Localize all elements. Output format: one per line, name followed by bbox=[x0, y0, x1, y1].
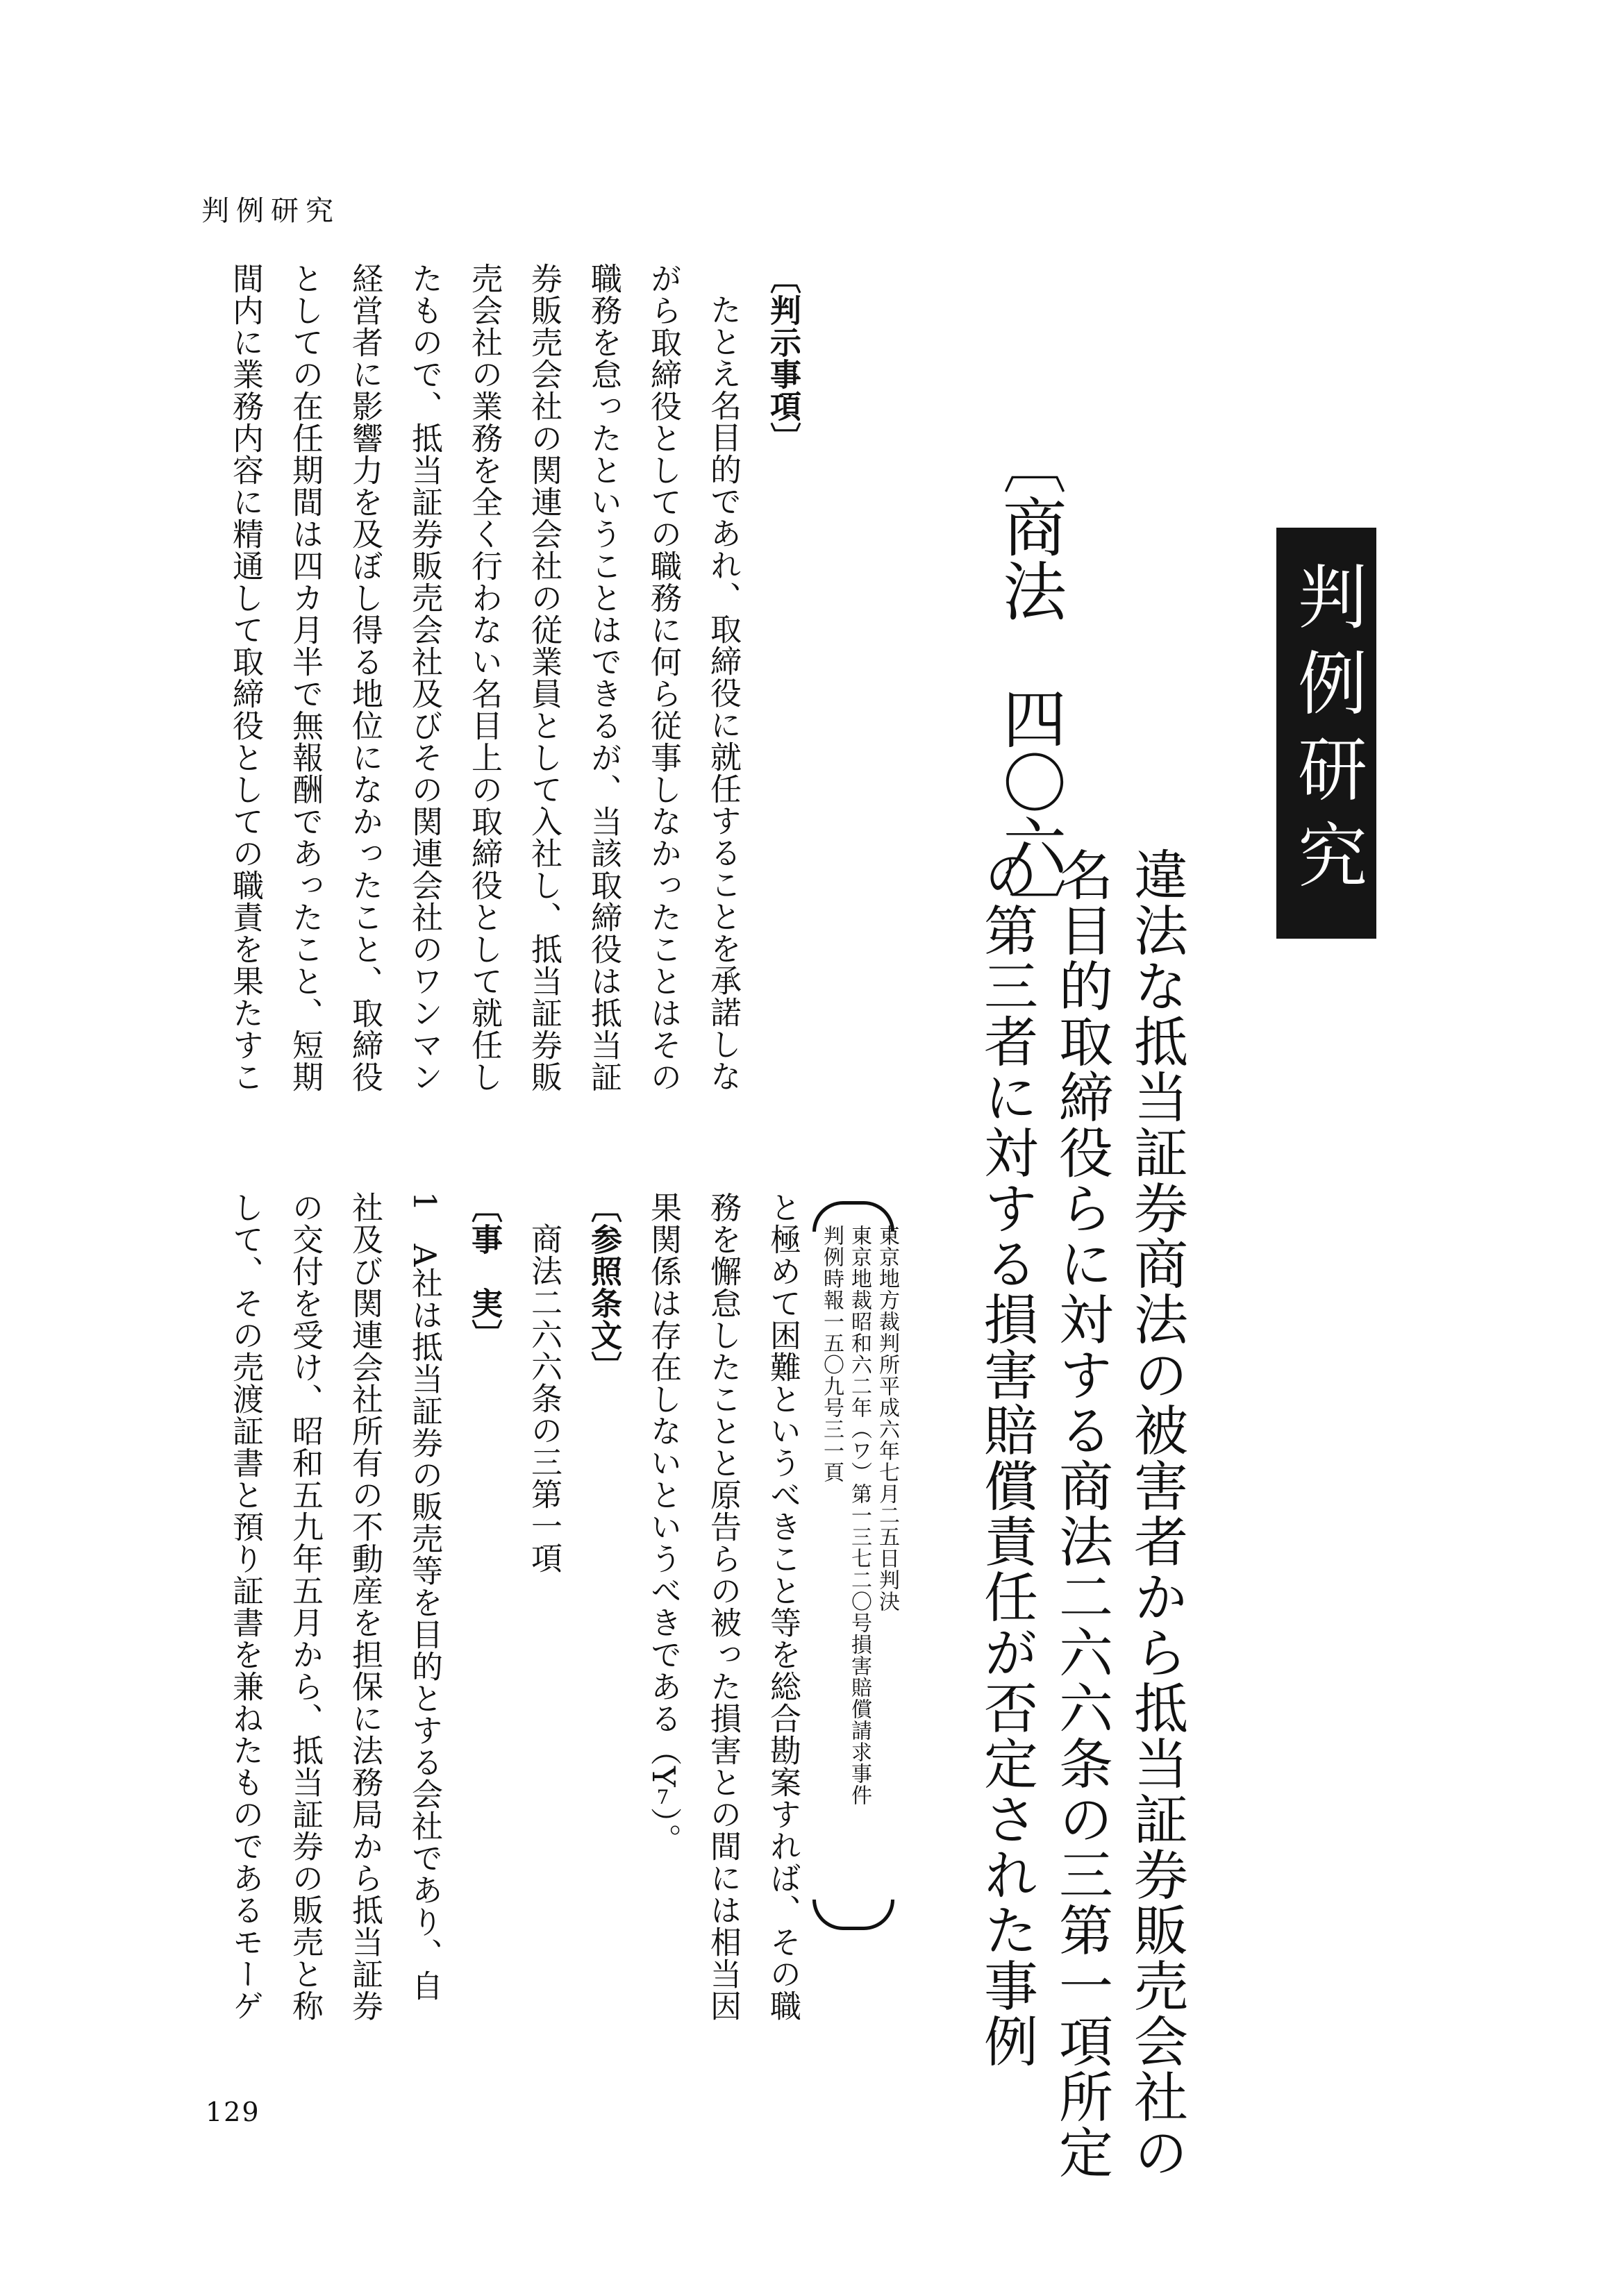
citation-line: 東京地裁昭和六二年（ワ）第一三七二〇号損害賠償請求事件 bbox=[847, 1225, 871, 1806]
column-text: 職務を怠ったということはできるが、当該取締役は抵当証 bbox=[585, 262, 622, 1093]
statute-heading: 〔商法 四〇六〕 bbox=[992, 430, 1067, 941]
text-column bbox=[287, 262, 324, 1165]
lower-text-block bbox=[201, 1191, 799, 2125]
column-text: 券販売会社の関連会社の従業員として入社し、抵当証券販 bbox=[526, 262, 562, 1093]
title-line: 違法な抵当証券商法の被害者から抵当証券販売会社の bbox=[1125, 847, 1187, 2180]
column-text: 〔判示事項〕 bbox=[765, 262, 801, 454]
case-citation bbox=[811, 1201, 899, 1930]
text-column bbox=[705, 1191, 742, 2094]
column-text: の交付を受け、昭和五九年五月から、抵当証券の販売と称 bbox=[287, 1191, 324, 2022]
column-text: としての在任期間は四カ月半で無報酬であったこと、短期 bbox=[287, 262, 324, 1093]
text-column bbox=[705, 262, 742, 1196]
column-text: 社及び関連会社所有の不動産を担保に法務局から抵当証券 bbox=[347, 1191, 383, 2022]
title-line: の第三者に対する損害賠償責任が否定された事例 bbox=[975, 847, 1037, 2069]
column-text-tail: ）。 bbox=[645, 1807, 682, 1856]
column-text: 売会社の業務を全く行わない名目上の取締役として就任し bbox=[466, 262, 503, 1093]
text-column bbox=[349, 262, 381, 1165]
text-column bbox=[528, 1191, 560, 2125]
column-text: たもので、抵当証券販売会社及びその関連会社のワンマン bbox=[406, 262, 443, 1093]
citation-bracket-close bbox=[812, 1900, 894, 1930]
text-column bbox=[349, 1191, 381, 2094]
column-text: 〔事 実〕 bbox=[466, 1191, 503, 1351]
column-text: と極めて困難というべきこと等を総合勘案すれば、その職 bbox=[765, 1191, 801, 2022]
article-title bbox=[975, 847, 1187, 2180]
page-number: 129 bbox=[206, 2097, 260, 2127]
section-heading bbox=[585, 1191, 622, 2094]
column-text: 1 A社は抵当証券の販売等を目的とする会社であり、自 bbox=[406, 1191, 443, 2002]
title-line: 名目的取締役らに対する商法二六六条の三第一項所定 bbox=[1050, 847, 1112, 2180]
text-column bbox=[406, 1191, 443, 2094]
column-text: がら取締役としての職務に何ら従事しなかったことはその bbox=[645, 262, 682, 1093]
section-banner: 判例研究 bbox=[1276, 528, 1376, 939]
column-text: 〔参照条文〕 bbox=[585, 1191, 622, 1383]
section-heading bbox=[767, 262, 799, 1165]
text-column bbox=[227, 1191, 264, 2094]
text-column bbox=[227, 262, 264, 1165]
column-text: 経営者に影響力を及ぼし得る地位になかったこと、取締役 bbox=[347, 262, 383, 1093]
citation-line: 判例時報一五〇九号三一頁 bbox=[819, 1225, 844, 1483]
text-column bbox=[585, 262, 622, 1165]
text-column bbox=[645, 1191, 682, 2094]
column-text: 商法二六六条の三第一項 bbox=[526, 1223, 562, 1574]
column-text: たとえ名目的であれ、取締役に就任することを承諾しな bbox=[705, 294, 742, 1092]
text-column bbox=[767, 1191, 799, 2094]
text-column bbox=[406, 262, 443, 1165]
upper-text-block bbox=[201, 262, 799, 1196]
subscript: 7 bbox=[656, 1785, 670, 1809]
column-text: して、その売渡証書と預り証書を兼ねたものであるモーゲ bbox=[227, 1191, 264, 2022]
text-column bbox=[287, 1191, 324, 2094]
running-head: 判例研究 bbox=[201, 195, 340, 227]
column-text: 果関係は存在しないというべきである（Y bbox=[645, 1191, 682, 1788]
text-column bbox=[466, 262, 503, 1165]
text-column bbox=[645, 262, 682, 1165]
text-column bbox=[528, 262, 560, 1165]
citation-line: 東京地方裁判所平成六年七月二五日判決 bbox=[875, 1225, 899, 1612]
column-text: 間内に業務内容に精通して取締役としての職責を果たすこ bbox=[227, 262, 264, 1093]
column-text: 務を懈怠したことと原告らの被った損害との間には相当因 bbox=[705, 1191, 742, 2022]
section-heading bbox=[466, 1191, 503, 2094]
